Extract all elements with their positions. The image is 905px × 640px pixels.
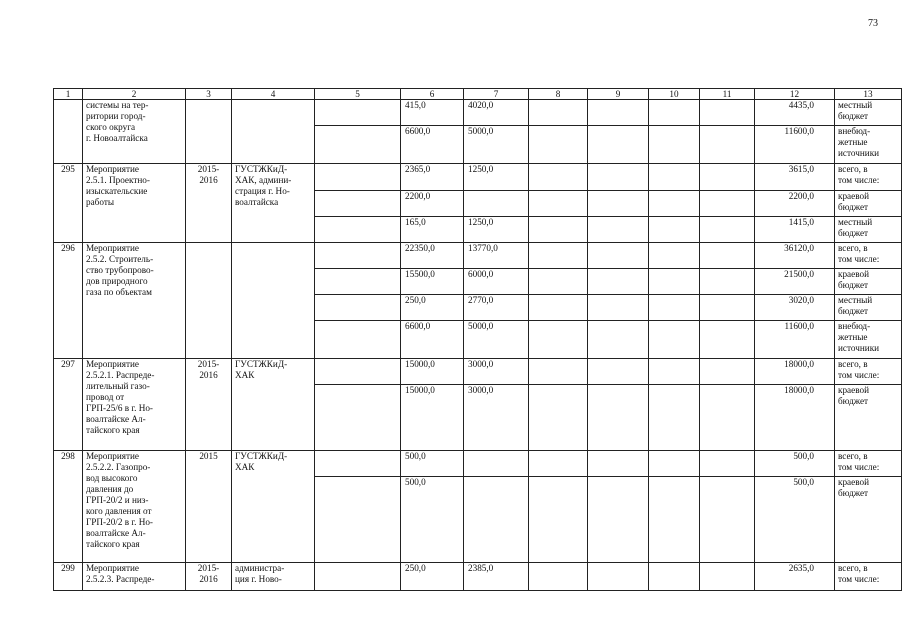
row-number-cell — [54, 100, 83, 164]
col5-cell — [315, 217, 401, 243]
col7-value-cell: 2385,0 — [464, 563, 529, 591]
col6-value-cell: 15500,0 — [401, 269, 464, 295]
col-header: 4 — [232, 89, 315, 100]
activity-name-cell: Мероприятие 2.5.2. Строитель- ство трубопрово- дов природного газа по объектам — [83, 243, 186, 359]
col9-cell — [588, 321, 649, 359]
total-value-cell: 21500,0 — [755, 269, 835, 295]
activity-name-cell: Мероприятие 2.5.2.1. Распреде- лительный газо- провод от ГРП-25/6 в г. Но- воалтайске Ал- тайского края — [83, 359, 186, 451]
col8-cell — [529, 563, 588, 591]
table-row — [54, 359, 902, 385]
col7-value-cell: 4020,0 — [464, 100, 529, 126]
col7-value-cell: 13770,0 — [464, 243, 529, 269]
col11-cell — [700, 243, 755, 269]
col10-cell — [649, 100, 700, 126]
total-value-cell: 2635,0 — [755, 563, 835, 591]
col10-cell — [649, 295, 700, 321]
funding-source-cell: краевой бюджет — [835, 269, 902, 295]
col-header: 5 — [315, 89, 401, 100]
col8-cell — [529, 295, 588, 321]
total-value-cell: 11600,0 — [755, 321, 835, 359]
total-value-cell: 500,0 — [755, 451, 835, 477]
col6-value-cell: 6600,0 — [401, 126, 464, 164]
col-header: 10 — [649, 89, 700, 100]
col-header: 6 — [401, 89, 464, 100]
col9-cell — [588, 359, 649, 385]
row-number-cell: 298 — [54, 451, 83, 563]
funding-source-cell: краевой бюджет — [835, 191, 902, 217]
col5-cell — [315, 359, 401, 385]
col5-cell — [315, 100, 401, 126]
col-header: 8 — [529, 89, 588, 100]
col11-cell — [700, 126, 755, 164]
funding-source-cell: местный бюджет — [835, 295, 902, 321]
col9-cell — [588, 100, 649, 126]
col11-cell — [700, 451, 755, 477]
col9-cell — [588, 243, 649, 269]
col9-cell — [588, 126, 649, 164]
col7-value-cell: 1250,0 — [464, 164, 529, 191]
col5-cell — [315, 321, 401, 359]
col10-cell — [649, 269, 700, 295]
col6-value-cell: 2365,0 — [401, 164, 464, 191]
funding-source-cell: местный бюджет — [835, 217, 902, 243]
col-header: 9 — [588, 89, 649, 100]
table-row — [54, 563, 902, 591]
col5-cell — [315, 295, 401, 321]
table-row — [54, 243, 902, 269]
col6-value-cell: 15000,0 — [401, 385, 464, 451]
period-cell: 2015- 2016 — [186, 164, 232, 243]
col-header: 11 — [700, 89, 755, 100]
page-number: 73 — [868, 18, 878, 29]
funding-source-cell: всего, в том числе: — [835, 451, 902, 477]
col-header: 1 — [54, 89, 83, 100]
col5-cell — [315, 269, 401, 295]
col8-cell — [529, 191, 588, 217]
col10-cell — [649, 359, 700, 385]
col11-cell — [700, 385, 755, 451]
col10-cell — [649, 385, 700, 451]
executor-cell: ГУСТЖКиД- ХАК, админи- страция г. Но- воалтайска — [232, 164, 315, 243]
period-cell — [186, 243, 232, 359]
funding-source-cell: всего, в том числе: — [835, 164, 902, 191]
total-value-cell: 18000,0 — [755, 385, 835, 451]
executor-cell — [232, 100, 315, 164]
col5-cell — [315, 477, 401, 563]
col8-cell — [529, 385, 588, 451]
funding-source-cell: всего, в том числе: — [835, 563, 902, 591]
total-value-cell: 2200,0 — [755, 191, 835, 217]
row-number-cell: 299 — [54, 563, 83, 591]
col10-cell — [649, 321, 700, 359]
col10-cell — [649, 126, 700, 164]
col7-value-cell — [464, 191, 529, 217]
col7-value-cell: 1250,0 — [464, 217, 529, 243]
funding-source-cell: краевой бюджет — [835, 385, 902, 451]
total-value-cell: 1415,0 — [755, 217, 835, 243]
col10-cell — [649, 217, 700, 243]
row-number-cell: 296 — [54, 243, 83, 359]
total-value-cell: 3020,0 — [755, 295, 835, 321]
col6-value-cell: 250,0 — [401, 563, 464, 591]
col6-value-cell: 415,0 — [401, 100, 464, 126]
col7-value-cell: 3000,0 — [464, 359, 529, 385]
col11-cell — [700, 269, 755, 295]
col11-cell — [700, 191, 755, 217]
col11-cell — [700, 217, 755, 243]
col9-cell — [588, 451, 649, 477]
col8-cell — [529, 359, 588, 385]
col7-value-cell: 5000,0 — [464, 126, 529, 164]
funding-source-cell: всего, в том числе: — [835, 243, 902, 269]
col10-cell — [649, 477, 700, 563]
total-value-cell: 18000,0 — [755, 359, 835, 385]
col5-cell — [315, 243, 401, 269]
total-value-cell: 36120,0 — [755, 243, 835, 269]
col8-cell — [529, 164, 588, 191]
executor-cell — [232, 243, 315, 359]
col5-cell — [315, 385, 401, 451]
row-number-cell: 297 — [54, 359, 83, 451]
col11-cell — [700, 477, 755, 563]
col7-value-cell — [464, 477, 529, 563]
col8-cell — [529, 243, 588, 269]
col11-cell — [700, 100, 755, 126]
col8-cell — [529, 217, 588, 243]
col9-cell — [588, 477, 649, 563]
col6-value-cell: 22350,0 — [401, 243, 464, 269]
col7-value-cell: 3000,0 — [464, 385, 529, 451]
col9-cell — [588, 385, 649, 451]
col11-cell — [700, 359, 755, 385]
col10-cell — [649, 563, 700, 591]
activity-name-cell: Мероприятие 2.5.2.2. Газопро- вод высокого давления до ГРП-20/2 и низ- кого давления от ГРП-20/2 в г. Но- воалтайске Ал- тайского края — [83, 451, 186, 563]
total-value-cell: 3615,0 — [755, 164, 835, 191]
col9-cell — [588, 563, 649, 591]
col6-value-cell: 500,0 — [401, 477, 464, 563]
period-cell — [186, 100, 232, 164]
col8-cell — [529, 321, 588, 359]
col-header: 3 — [186, 89, 232, 100]
col10-cell — [649, 451, 700, 477]
col7-value-cell: 5000,0 — [464, 321, 529, 359]
table-row — [54, 100, 902, 126]
funding-source-cell: внебюд- жетные источники — [835, 126, 902, 164]
col5-cell — [315, 126, 401, 164]
col11-cell — [700, 295, 755, 321]
col8-cell — [529, 269, 588, 295]
col6-value-cell: 6600,0 — [401, 321, 464, 359]
col10-cell — [649, 243, 700, 269]
col11-cell — [700, 164, 755, 191]
col8-cell — [529, 477, 588, 563]
col6-value-cell: 15000,0 — [401, 359, 464, 385]
col8-cell — [529, 126, 588, 164]
col6-value-cell: 165,0 — [401, 217, 464, 243]
col9-cell — [588, 217, 649, 243]
col7-value-cell: 6000,0 — [464, 269, 529, 295]
col-header: 12 — [755, 89, 835, 100]
activity-name-cell: Мероприятие 2.5.1. Проектно- изыскательские работы — [83, 164, 186, 243]
executor-cell: администра- ция г. Ново- — [232, 563, 315, 591]
col7-value-cell: 2770,0 — [464, 295, 529, 321]
col9-cell — [588, 191, 649, 217]
col6-value-cell: 500,0 — [401, 451, 464, 477]
total-value-cell: 11600,0 — [755, 126, 835, 164]
col6-value-cell: 2200,0 — [401, 191, 464, 217]
period-cell: 2015 — [186, 451, 232, 563]
col8-cell — [529, 451, 588, 477]
col5-cell — [315, 451, 401, 477]
col5-cell — [315, 191, 401, 217]
col9-cell — [588, 295, 649, 321]
col8-cell — [529, 100, 588, 126]
executor-cell: ГУСТЖКиД- ХАК — [232, 359, 315, 451]
col11-cell — [700, 563, 755, 591]
table-row — [54, 451, 902, 477]
column-number-row — [54, 89, 902, 100]
col-header: 7 — [464, 89, 529, 100]
col6-value-cell: 250,0 — [401, 295, 464, 321]
executor-cell: ГУСТЖКиД- ХАК — [232, 451, 315, 563]
row-number-cell: 295 — [54, 164, 83, 243]
activity-name-cell: системы на тер- ритории город- ского округа г. Новоалтайска — [83, 100, 186, 164]
program-table — [53, 88, 902, 591]
funding-source-cell: внебюд- жетные источники — [835, 321, 902, 359]
funding-source-cell: краевой бюджет — [835, 477, 902, 563]
col5-cell — [315, 563, 401, 591]
funding-source-cell: всего, в том числе: — [835, 359, 902, 385]
col-header: 2 — [83, 89, 186, 100]
period-cell: 2015- 2016 — [186, 359, 232, 451]
total-value-cell: 500,0 — [755, 477, 835, 563]
total-value-cell: 4435,0 — [755, 100, 835, 126]
col9-cell — [588, 164, 649, 191]
col-header: 13 — [835, 89, 902, 100]
table-row — [54, 164, 902, 191]
col10-cell — [649, 191, 700, 217]
col9-cell — [588, 269, 649, 295]
period-cell: 2015- 2016 — [186, 563, 232, 591]
col7-value-cell — [464, 451, 529, 477]
funding-source-cell: местный бюджет — [835, 100, 902, 126]
col5-cell — [315, 164, 401, 191]
col10-cell — [649, 164, 700, 191]
activity-name-cell: Мероприятие 2.5.2.3. Распреде- — [83, 563, 186, 591]
col11-cell — [700, 321, 755, 359]
